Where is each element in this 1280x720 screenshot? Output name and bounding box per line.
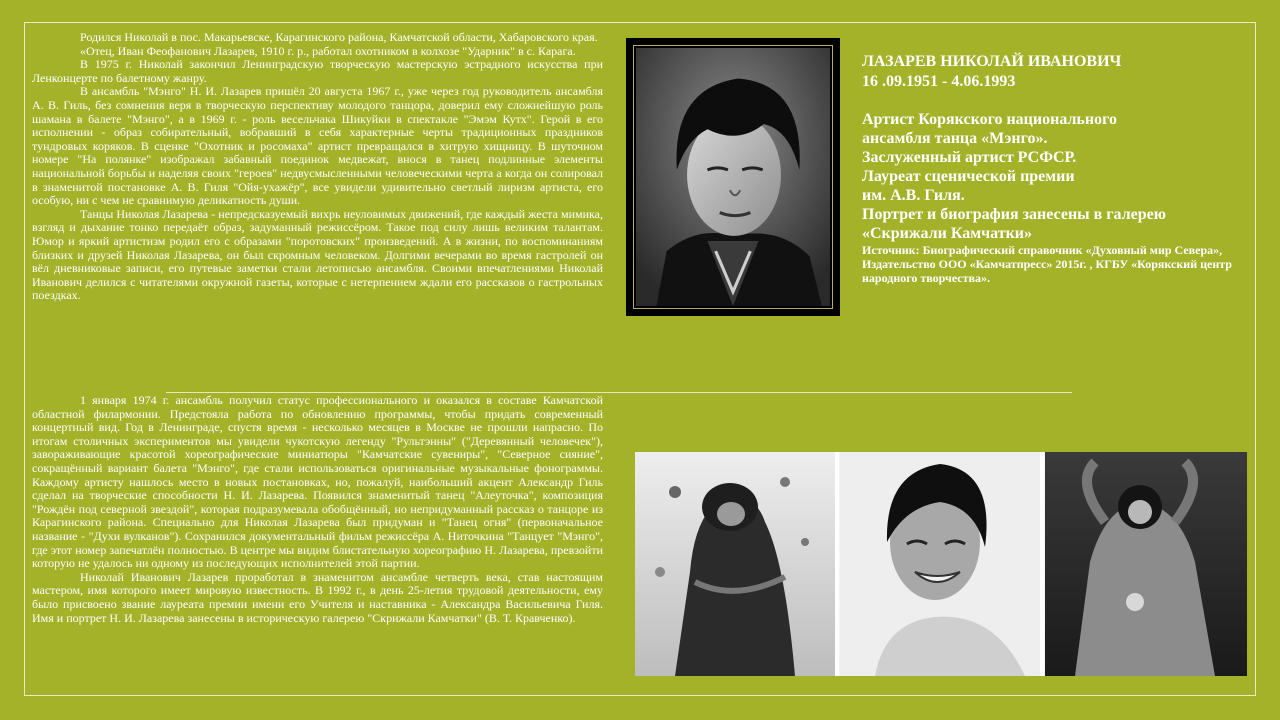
title-line: Портрет и биография занесены в галерею (862, 206, 1166, 223)
person-titles (862, 110, 1242, 243)
title-line: Артист Корякского национального (862, 111, 1117, 128)
person-name: ЛАЗАРЕВ НИКОЛАЙ ИВАНОВИЧ (862, 53, 1122, 70)
bio-paragraph: Николай Иванович Лазарев проработал в знаменитом ансамбле четверть века, став настоящим мастером, имя которого имеет мировую известность. В 1992 г., в день 25-летия трудовой деятельности, ему было присвоено звание лауреата премии имени его Учителя и наставника - Александра Васильевича Гиля. Имя и портрет Н. И. Лазарева занесены в историческую галерею "Скрижали Камчатки" (В. Т. Кравченко). (32, 569, 603, 625)
title-line: «Скрижали Камчатки» (862, 225, 1033, 242)
title-line: Заслуженный артист РСФСР. (862, 149, 1077, 166)
bio-paragraph: 1 января 1974 г. ансамбль получил статус профессионального и оказался в составе Камчатской областной филармонии. Предстояла работа по обновлению программы, чтобы придать современный концертный вид. Год в Ленинграде, спустя время - несколько месяцев в Москве не прошли напрасно. По итогам столичных экспериментов мы увидели чукотскую легенду "Рультэнны" ("Деревянный человечек"), завораживающие красотой хореографические миниатюры "Камчатские сувениры", "Северное сияние", сокращённый вариант балета "Мэнго", где стали использоваться оригинальные музыкальные фонограммы. Каждому артисту нашлось место в новых постановках, но, пожалуй, наибольший акцент Александр Гиль сделал на творческие способности Н. И. Лазарева. Появился знаменитый танец "Алеуточка", композиция "Рождён под северной звездой", которая подразумевала обобщённый, но непридуманный рассказ о танцоре из Карагинского района. Специально для Николая Лазарева был придуман и "Танец огня" (первоначальное название - "Духи вулканов"). Сохранился документальный фильм режиссёра А. Ниточкина "Танцует "Мэнго", где этот номер запечатлён полностью. В центре мы видим блистательную хореографию Н. Лазарева, превзойти которую не удалось ни одному из последующих исполнителей этой партии. (32, 393, 603, 571)
title-line: им. А.В. Гиля. (862, 187, 965, 204)
bio-paragraph: В ансамбль "Мэнго" Н. И. Лазарев пришёл 20 августа 1967 г., уже через год руководитель ансамбля А. В. Гиль, без сомнения веря в творческую перспективу молодого танцора, доверил ему сложнейшую роль шамана в балете "Мэнго", а в 1969 г. - роль весельчака Шикуйки в спектакле "Эмэм Кутх". Герой в его исполнении - образ собирательный, вобравший в себя характерные черты традиционных праздников тундровых коряков. В сценке "Охотник и росомаха" артист превращался в хитрую хищницу. В шуточном номере "На полянке" изображал забавный поединок медвежат, внося в танец подлинные элементы национальной борьбы и наделяя своих "героев" недвусмысленными человеческими черта а когда он солировал в знаменитой постановке А. В. Гиля "Ойя-ухажёр", все увидели удивительно светлый лиризм артиста, его особую, ни с чем не сравнимую деликатность души. (32, 84, 603, 208)
performance-photos (635, 452, 1247, 676)
portrait-image (636, 48, 830, 306)
bio-paragraph: Родился Николай в пос. Макарьевске, Карагинского района, Камчатской области, Хабаровского края. (80, 30, 598, 44)
performance-photos-image (635, 452, 1247, 676)
title-line: Лауреат сценической премии (862, 168, 1075, 185)
bio-paragraph: «Отец, Иван Феофанович Лазарев, 1910 г. р., работал охотником в колхозе "Ударник" в с. Карага. (80, 43, 576, 58)
biography-text-bottom (32, 394, 603, 625)
person-info (862, 52, 1242, 285)
source-citation: Источник: Биографический справочник «Духовный мир Севера», Издательство ООО «Камчатпресс» 2015г. , КГБУ «Корякский центр народного творчества». (862, 243, 1232, 285)
portrait-photo-frame (626, 38, 840, 316)
bio-paragraph: Танцы Николая Лазарева - непредсказуемый вихрь неуловимых движений, где каждый жеста мимика, взгляд и дыхание тонко передаёт образ, задуманный режиссёром. Такое под силу лишь великим талантам. Юмор и яркий артистизм родил его с образами "поротовских" произведений. А в жизни, по воспоминаниям близких и друзей Николая Лазарева, он был скромным человеком. Долгими вечерами во время гастролей он вёл дневниковые записи, его путевые заметки стали летописью ансамбля. Своими впечатлениями Николай Иванович делился с читателями окружной газеты, которые с нетерпением ждали его рассказов о гастрольных поездках. (32, 206, 603, 303)
bio-paragraph: В 1975 г. Николай закончил Ленинградскую творческую мастерскую эстрадного искусства при Ленконцерте по балетному жанру. (32, 57, 603, 85)
biography-text-top (32, 31, 603, 303)
life-dates: 16 .09.1951 - 4.06.1993 (862, 73, 1016, 90)
portrait-photo (633, 45, 833, 309)
title-line: ансамбля танца «Мэнго». (862, 130, 1048, 147)
